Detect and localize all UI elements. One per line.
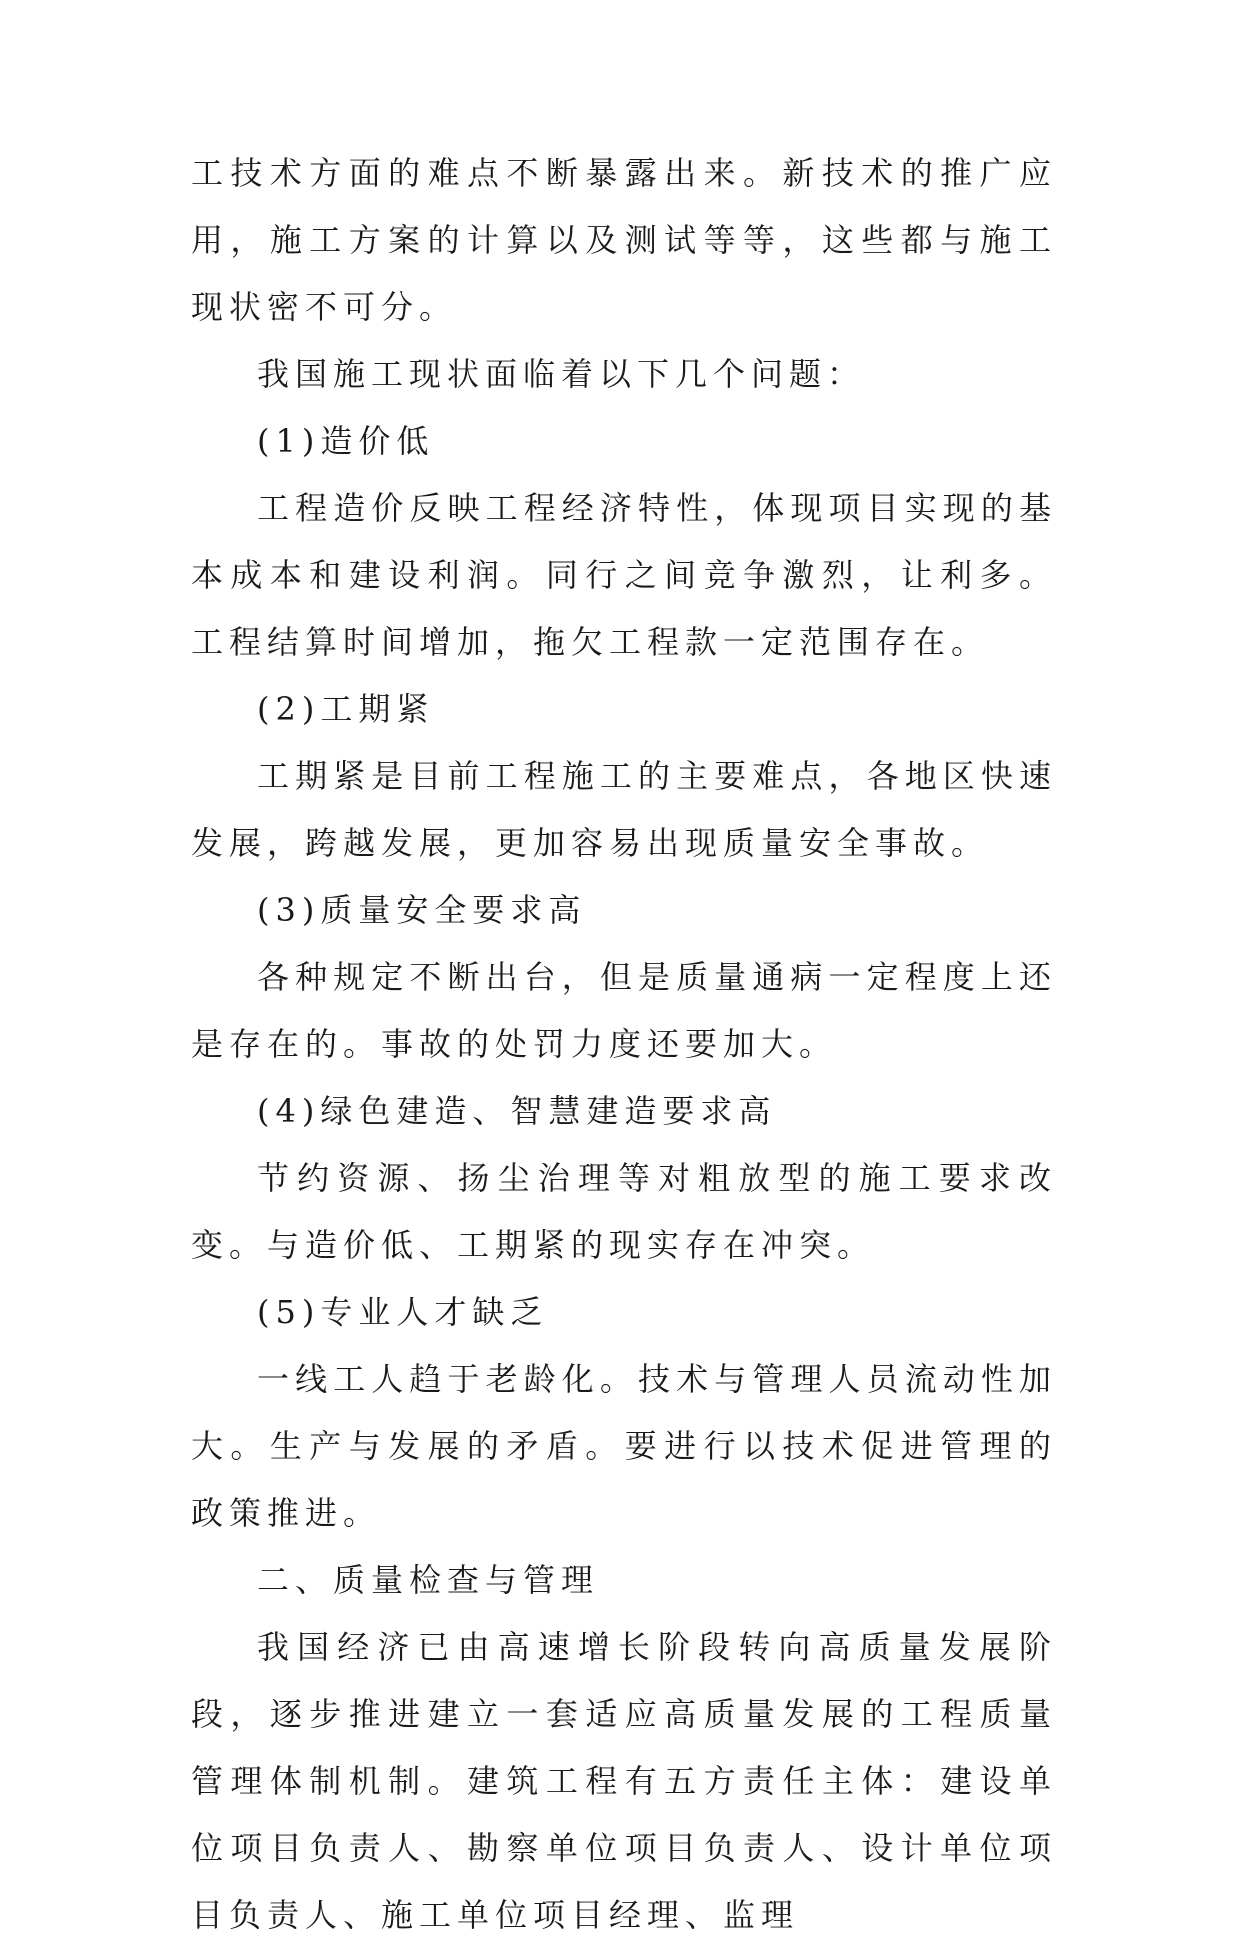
- paragraph-quality-management: 我国经济已由高速增长阶段转向高质量发展阶段，逐步推进建立一套适应高质量发展的工程质量管理体制机制。建筑工程有五方责任主体：建设单位项目负责人、勘察单位项目负责人、设计单位项目负责人、施工单位项目经理、监理: [191, 1628, 1057, 1934]
- paragraph-quality-safety: 各种规定不断出台，但是质量通病一定程度上还是存在的。事故的处罚力度还要加大。: [191, 958, 1057, 1063]
- paragraph-tight-schedule: 工期紧是目前工程施工的主要难点，各地区快速发展，跨越发展，更加容易出现质量安全事故。: [191, 757, 1057, 862]
- subheading-quality-safety: (3)质量安全要求高: [257, 891, 587, 929]
- section-heading-quality-management: 二、质量检查与管理: [257, 1561, 600, 1599]
- paragraph-talent: 一线工人趋于老龄化。技术与管理人员流动性加大。生产与发展的矛盾。要进行以技术促进管理的政策推进。: [191, 1360, 1057, 1532]
- subheading-tight-schedule: (2)工期紧: [257, 690, 435, 728]
- paragraph-green-smart: 节约资源、扬尘治理等对粗放型的施工要求改变。与造价低、工期紧的现实存在冲突。: [191, 1159, 1057, 1264]
- subheading-low-cost: (1)造价低: [257, 422, 435, 460]
- paragraph-low-cost: 工程造价反映工程经济特性，体现项目实现的基本成本和建设利润。同行之间竞争激烈，让利多。工程结算时间增加，拖欠工程款一定范围存在。: [191, 489, 1057, 661]
- paragraph-continuation: 工技术方面的难点不断暴露出来。新技术的推广应用，施工方案的计算以及测试等等，这些都与施工现状密不可分。: [191, 154, 1057, 326]
- subheading-talent: (5)专业人才缺乏: [257, 1293, 549, 1331]
- document-body: [191, 140, 1057, 1949]
- subheading-green-smart: (4)绿色建造、智慧建造要求高: [257, 1092, 777, 1130]
- paragraph-problems-intro: 我国施工现状面临着以下几个问题：: [257, 355, 866, 393]
